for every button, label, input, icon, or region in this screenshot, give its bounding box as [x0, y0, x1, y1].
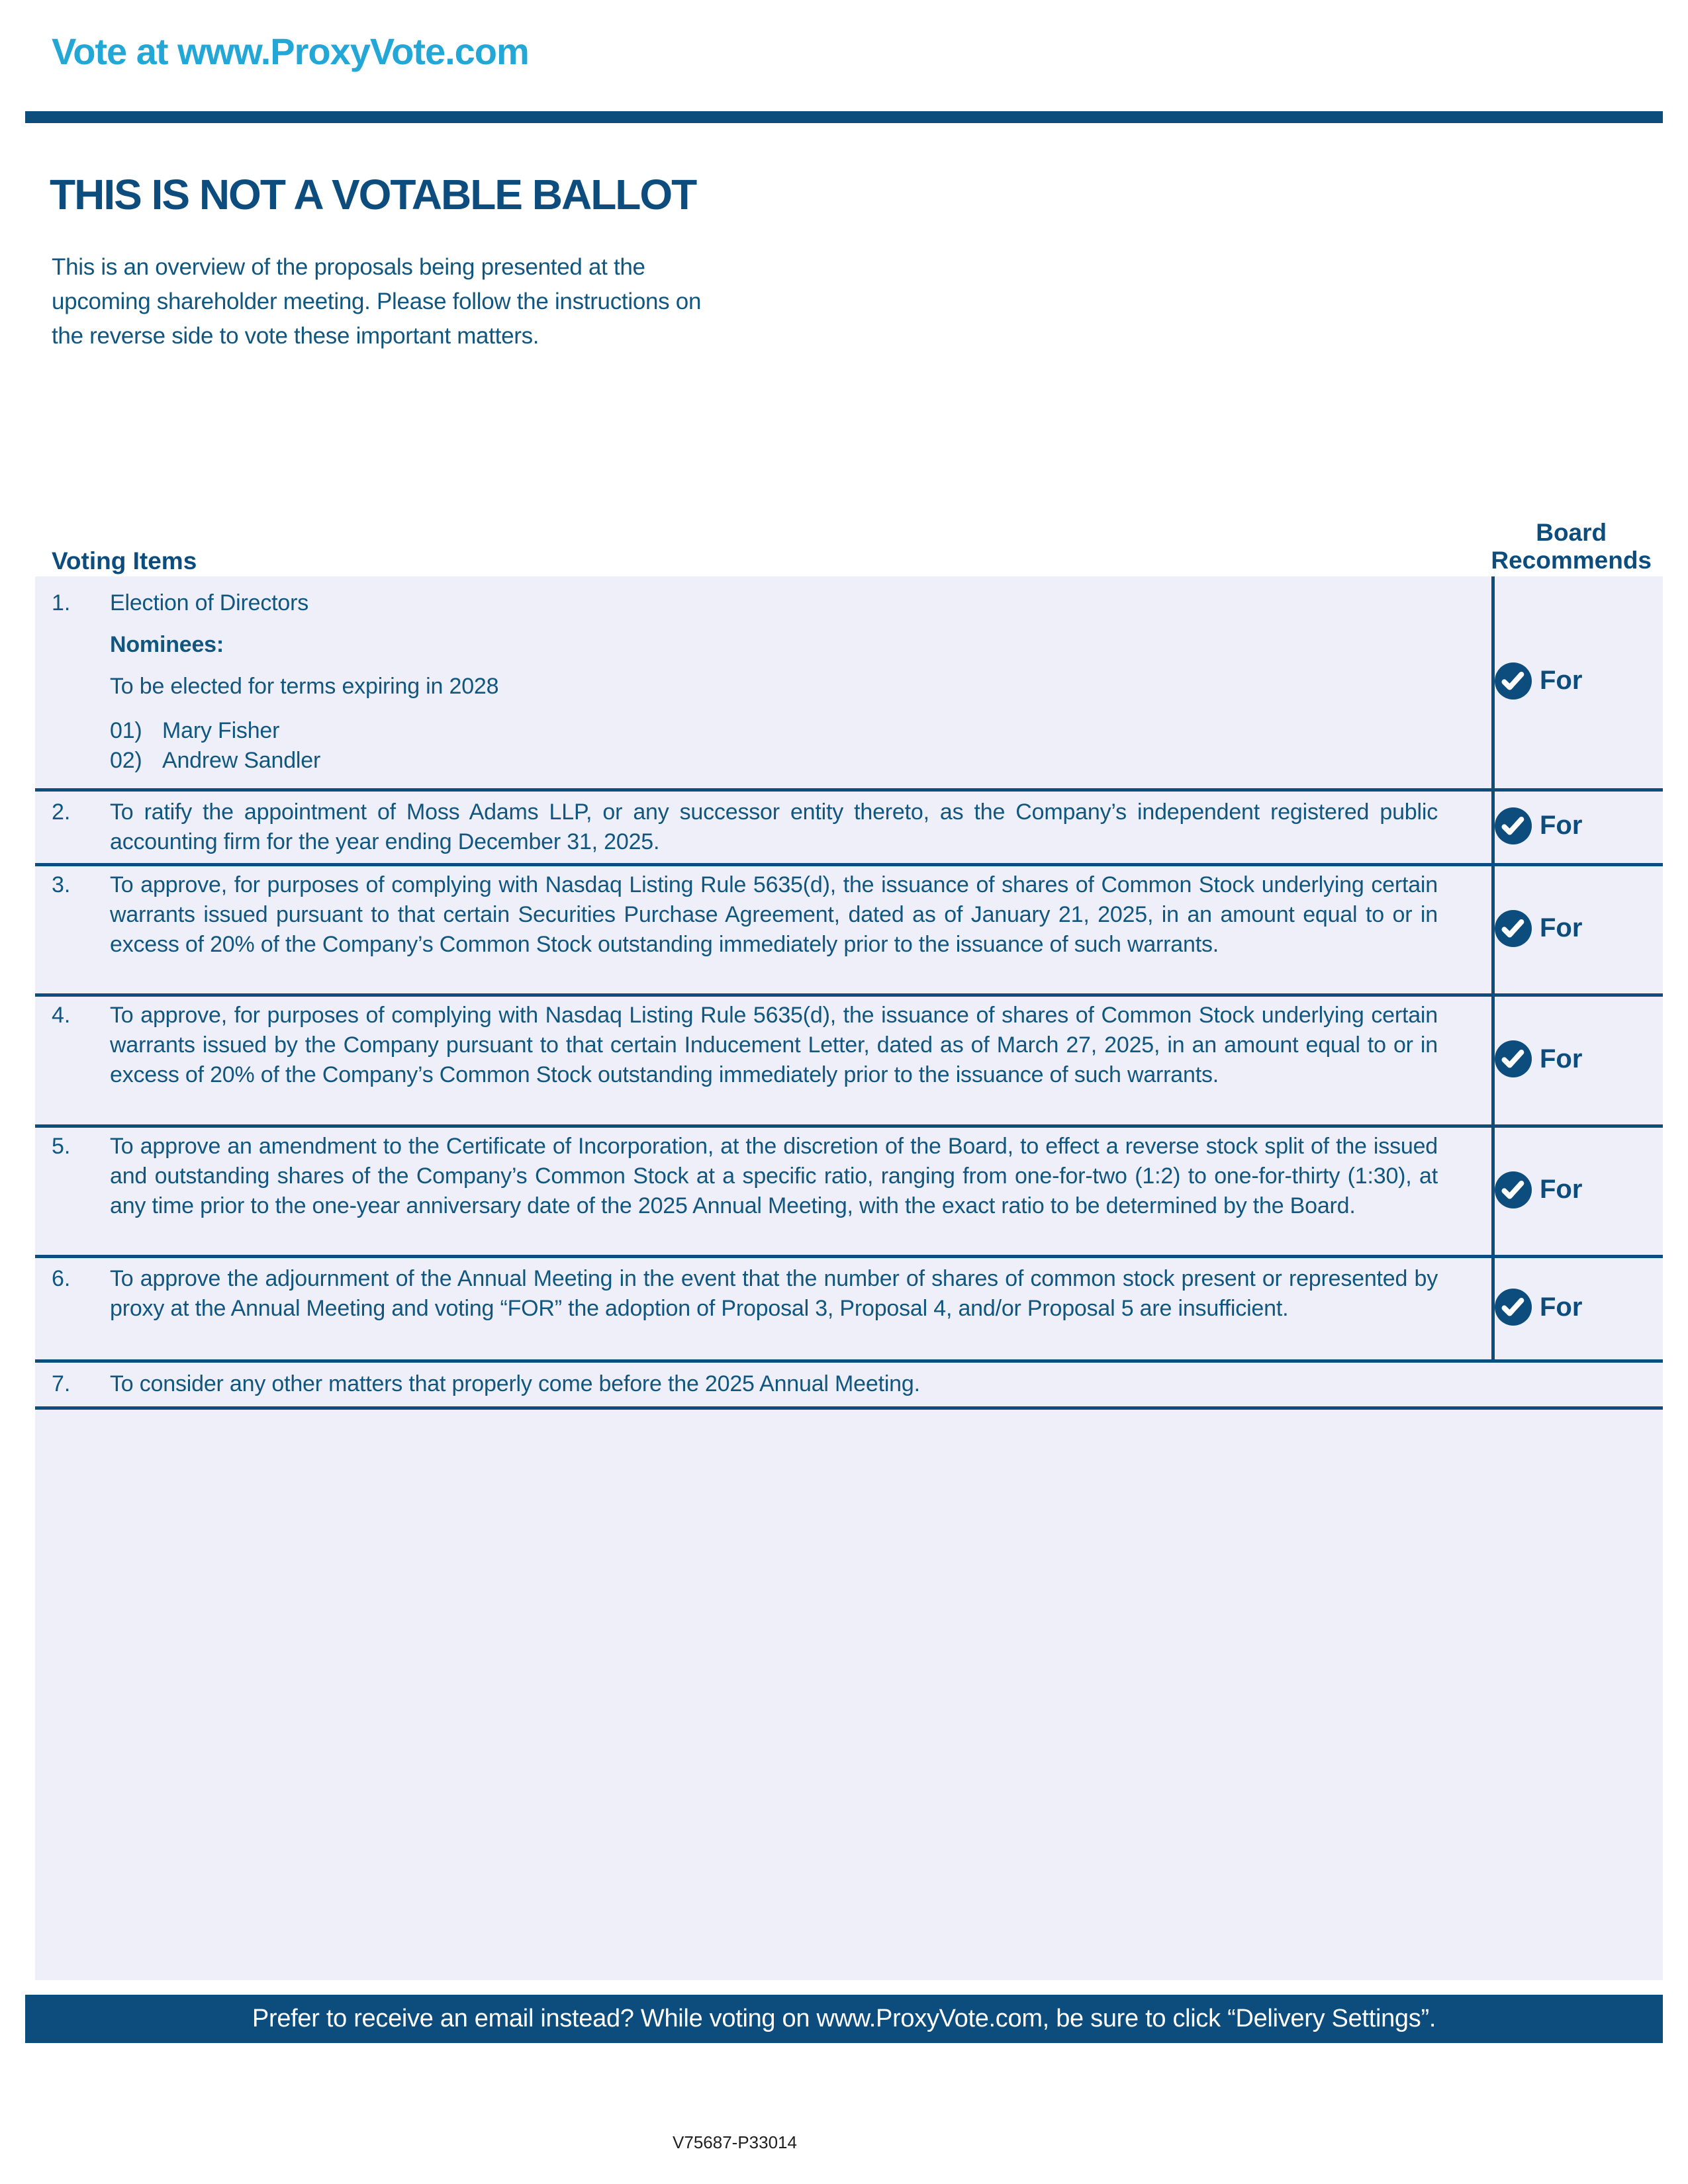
- board-recommends-line2: Recommends: [1491, 547, 1652, 574]
- proposal-row-7: [35, 1363, 1663, 1410]
- nominee-number: 02): [110, 748, 142, 773]
- proposal-row-2: [35, 792, 1663, 866]
- proposal-number: 5.: [52, 1134, 71, 1159]
- proposal-number: 7.: [52, 1371, 71, 1396]
- proxyvote-url-heading: Vote at www.ProxyVote.com: [52, 30, 529, 72]
- proposal-title: Election of Directors: [110, 590, 309, 615]
- check-circle-icon: [1495, 662, 1532, 700]
- board-recommends-line1: Board: [1536, 519, 1607, 546]
- proposal-number: 6.: [52, 1266, 71, 1291]
- nominee-item: [110, 716, 1438, 746]
- voting-items-header: Voting Items: [52, 547, 197, 574]
- term-note: To be elected for terms expiring in 2028: [110, 674, 499, 699]
- recommendation-label: For: [1540, 1292, 1583, 1322]
- recommendation-cell: [1495, 997, 1660, 1121]
- proposal-row-3: [35, 866, 1663, 997]
- recommendation-cell: [1495, 576, 1660, 785]
- nominee-number: 01): [110, 718, 142, 743]
- proposal-text: To approve, for purposes of complying with Nasdaq Listing Rule 5635(d), the issuance of shares of Common Stock underlying certain warrants issued pursuant to that certain Securities Purchase Agreement, dated as of January 21, 2025, in an amount equal to or in excess of 20% of the Company’s Common Stock outstanding immediately prior to the issuance of such warrants.: [110, 872, 1438, 957]
- nominee-name: Mary Fisher: [162, 718, 280, 743]
- check-circle-icon: [1495, 1171, 1532, 1208]
- check-circle-icon: [1495, 910, 1532, 947]
- proposal-row-5: [35, 1128, 1663, 1258]
- document-code: V75687-P33014: [673, 2132, 797, 2152]
- proposal-text: To ratify the appointment of Moss Adams LLP, or any successor entity thereto, as the Company’s independent registered public accounting firm for the year ending December 31, 2025.: [110, 799, 1438, 854]
- recommendation-label: For: [1540, 913, 1583, 942]
- proposal-row-4: [35, 997, 1663, 1128]
- footer-banner-text: Prefer to receive an email instead? While voting on www.ProxyVote.com, be sure to click “Delivery Settings”.: [252, 2005, 1436, 2032]
- recommendation-label: For: [1540, 1044, 1583, 1073]
- recommendation-cell: [1495, 1258, 1660, 1356]
- board-recommends-header: [1491, 519, 1652, 574]
- footer-banner: [25, 1995, 1663, 2043]
- proposal-number: 1.: [52, 590, 71, 615]
- recommendation-label: For: [1540, 666, 1583, 695]
- intro-paragraph: [52, 250, 1688, 353]
- recommendation-label: For: [1540, 1175, 1583, 1204]
- proposal-number: 3.: [52, 872, 71, 897]
- table-header: [52, 519, 1652, 574]
- header-divider: [25, 111, 1663, 123]
- proposal-row-1: [35, 576, 1663, 792]
- recommendation-cell: [1495, 866, 1660, 990]
- intro-line: This is an overview of the proposals being presented at the: [52, 254, 645, 280]
- recommendation-cell: [1495, 792, 1660, 860]
- check-circle-icon: [1495, 807, 1532, 844]
- intro-line: upcoming shareholder meeting. Please follow the instructions on: [52, 289, 702, 314]
- nominee-item: [110, 746, 1438, 776]
- recommendation-label: For: [1540, 811, 1583, 840]
- recommendation-cell: [1495, 1128, 1660, 1251]
- nominee-name: Andrew Sandler: [162, 748, 321, 773]
- voting-items-table: [35, 576, 1663, 1980]
- check-circle-icon: [1495, 1040, 1532, 1077]
- proposal-number: 2.: [52, 799, 71, 825]
- page-title: THIS IS NOT A VOTABLE BALLOT: [50, 171, 696, 218]
- nominees-heading: Nominees:: [110, 632, 224, 657]
- empty-panel-area: [35, 1410, 1663, 1979]
- proposal-text: To approve an amendment to the Certificate of Incorporation, at the discretion of the Board, to effect a reverse stock split of the issued and outstanding shares of the Company’s Common Stock at a specific ratio, ranging from one-for-two (1:2) to one-for-thirty (1:30), at any time prior to the one-year anniversary date of the 2025 Annual Meeting, with the exact ratio to be determined by the Board.: [110, 1134, 1438, 1218]
- proposal-text: To approve, for purposes of complying with Nasdaq Listing Rule 5635(d), the issuance of shares of Common Stock underlying certain warrants issued by the Company pursuant to that certain Inducement Letter, dated as of March 27, 2025, in an amount equal to or in excess of 20% of the Company’s Common Stock outstanding immediately prior to the issuance of such warrants.: [110, 1003, 1438, 1087]
- proposal-text: To approve the adjournment of the Annual Meeting in the event that the number of shares of common stock present or represented by proxy at the Annual Meeting and voting “FOR” the adoption of Proposal 3, Proposal 4, and/or Proposal 5 are insufficient.: [110, 1266, 1438, 1321]
- proposal-row-6: [35, 1258, 1663, 1363]
- check-circle-icon: [1495, 1289, 1532, 1326]
- proposal-number: 4.: [52, 1003, 71, 1028]
- proposal-text: To consider any other matters that properly come before the 2025 Annual Meeting.: [110, 1371, 920, 1396]
- proposal-text: [110, 588, 1438, 788]
- intro-line: the reverse side to vote these important matters.: [52, 323, 539, 349]
